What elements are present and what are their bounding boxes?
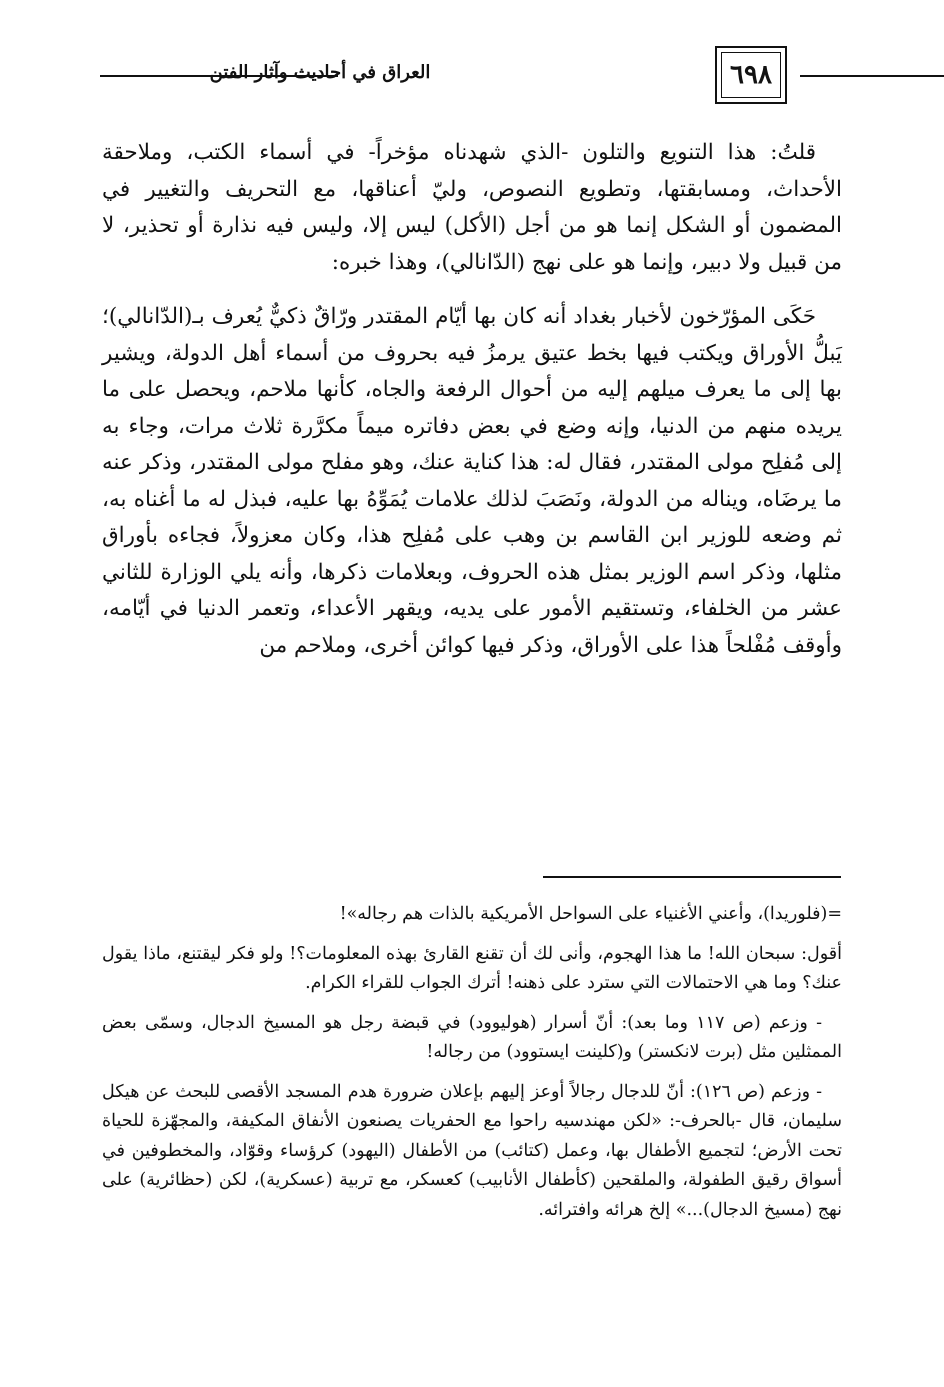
footnote-continuation: =(فلوريدا)، وأعني الأغنياء على السواحل الأمريكية بالذات هم رجاله»! [339, 904, 842, 924]
running-title: العراق في أحاديث وآثار الفتن [209, 62, 431, 83]
footnote-paragraph: - وزعم (ص ١١٧ وما بعد): أنّ أسرار (هوليوود) في قبضة رجل هو المسيخ الدجال، وسمّى بعض الممثلين مثل (برت لانكستر) و(كلينت ايستوود) من رجاله! [102, 1012, 842, 1062]
page-number-box [715, 46, 787, 104]
main-text [102, 135, 842, 664]
footnote-separator [543, 876, 841, 878]
footnote-paragraph: - وزعم (ص ١٢٦): أنّ للدجال رجالاً أوعز إليهم بإعلان ضرورة هدم المسجد الأقصى للبحث عن هيكل سليمان، قال -بالحرف-: «لكن مهندسيه راحوا مع الحفريات يصنعون الأنفاق المكيفة، والمجهّزة للحياة تحت الأرض؛ لتجميع الأطفال بها، وعمل (كتائب) من الأطفال (اليهود) كرؤساء وقوّاد، والمخطوفين في أسواق رقيق الطفولة، والملقحين (كأطفال الأنابيب) كعسكر، مع تربية (عسكرية)، لكن (حظائرية) على نهج (مسيخ الدجال)...» إلخ هرائه وافترائه. [102, 1081, 842, 1220]
page-header [100, 46, 845, 108]
main-paragraph: قلتُ: هذا التنويع والتلون -الذي شهدناه مؤخراً- في أسماء الكتب، وملاحقة الأحداث، ومسابقتها، وتطويع النصوص، وليّ أعناقها، مع التحريف والتغيير في المضمون أو الشكل إنما هو من أجل (الأكل) ليس إلا، وليس فيه نذارة أو تحذير، لا من قبيل ولا دبير، وإنما هو على نهج (الدّانالي)، وهذا خبره: [102, 140, 842, 275]
page-number: ٦٩٨ [721, 52, 781, 98]
header-rule-right [800, 75, 944, 77]
footnotes [102, 900, 842, 1225]
main-paragraph: حَكَى المؤرّخون لأخبار بغداد أنه كان بها أيّام المقتدر ورّاقٌ ذكيٌّ يُعرف بـ(الدّانالي)؛ يَبلُّ الأوراق ويكتب فيها بخط عتيق يرمزُ فيه بحروف من أسماء أهل الدولة، ويشير بها إلى ما يعرف ميلهم إليه من أحوال الرفعة والجاه، كأنها ملاحم، ويحصل على ما يريده منهم من الدنيا، وإنه وضع في بعض دفاتره ميماً مكرَّرة ثلاث مرات، وجاء به إلى مُفلِح مولى المقتدر، فقال له: هذا كناية عنك، وهو مفلح مولى المقتدر، وذكر عنه ما يرضَاه، ويناله من الدولة، ونَصَبَ لذلك علامات يُمَوِّهُ بها عليه، فبذل له ما أغناه به، ثم وضعه للوزير ابن القاسم بن وهب على مُفلِح هذا، وكان معزولاً، فجاءه بأوراق مثلها، وذكر اسم الوزير بمثل هذه الحروف، وبعلامات ذكرها، وأنه يلي الوزارة للثاني عشر من الخلفاء، وتستقيم الأمور على يديه، ويقهر الأعداء، وتعمر الدنيا في أيّامه، وأوقف مُفْلحاً هذا على الأوراق، وذكر فيها كوائن أخرى، وملاحم من [102, 304, 842, 658]
footnote-paragraph: أقول: سبحان الله! ما هذا الهجوم، وأنى لك أن تقنع القارئ بهذه المعلومات؟! ولو فكر ليقتنع، ماذا يقول عنك؟ وما هي الاحتمالات التي سترد على ذهنه! أترك الجواب للقراء الكرام. [102, 943, 842, 993]
